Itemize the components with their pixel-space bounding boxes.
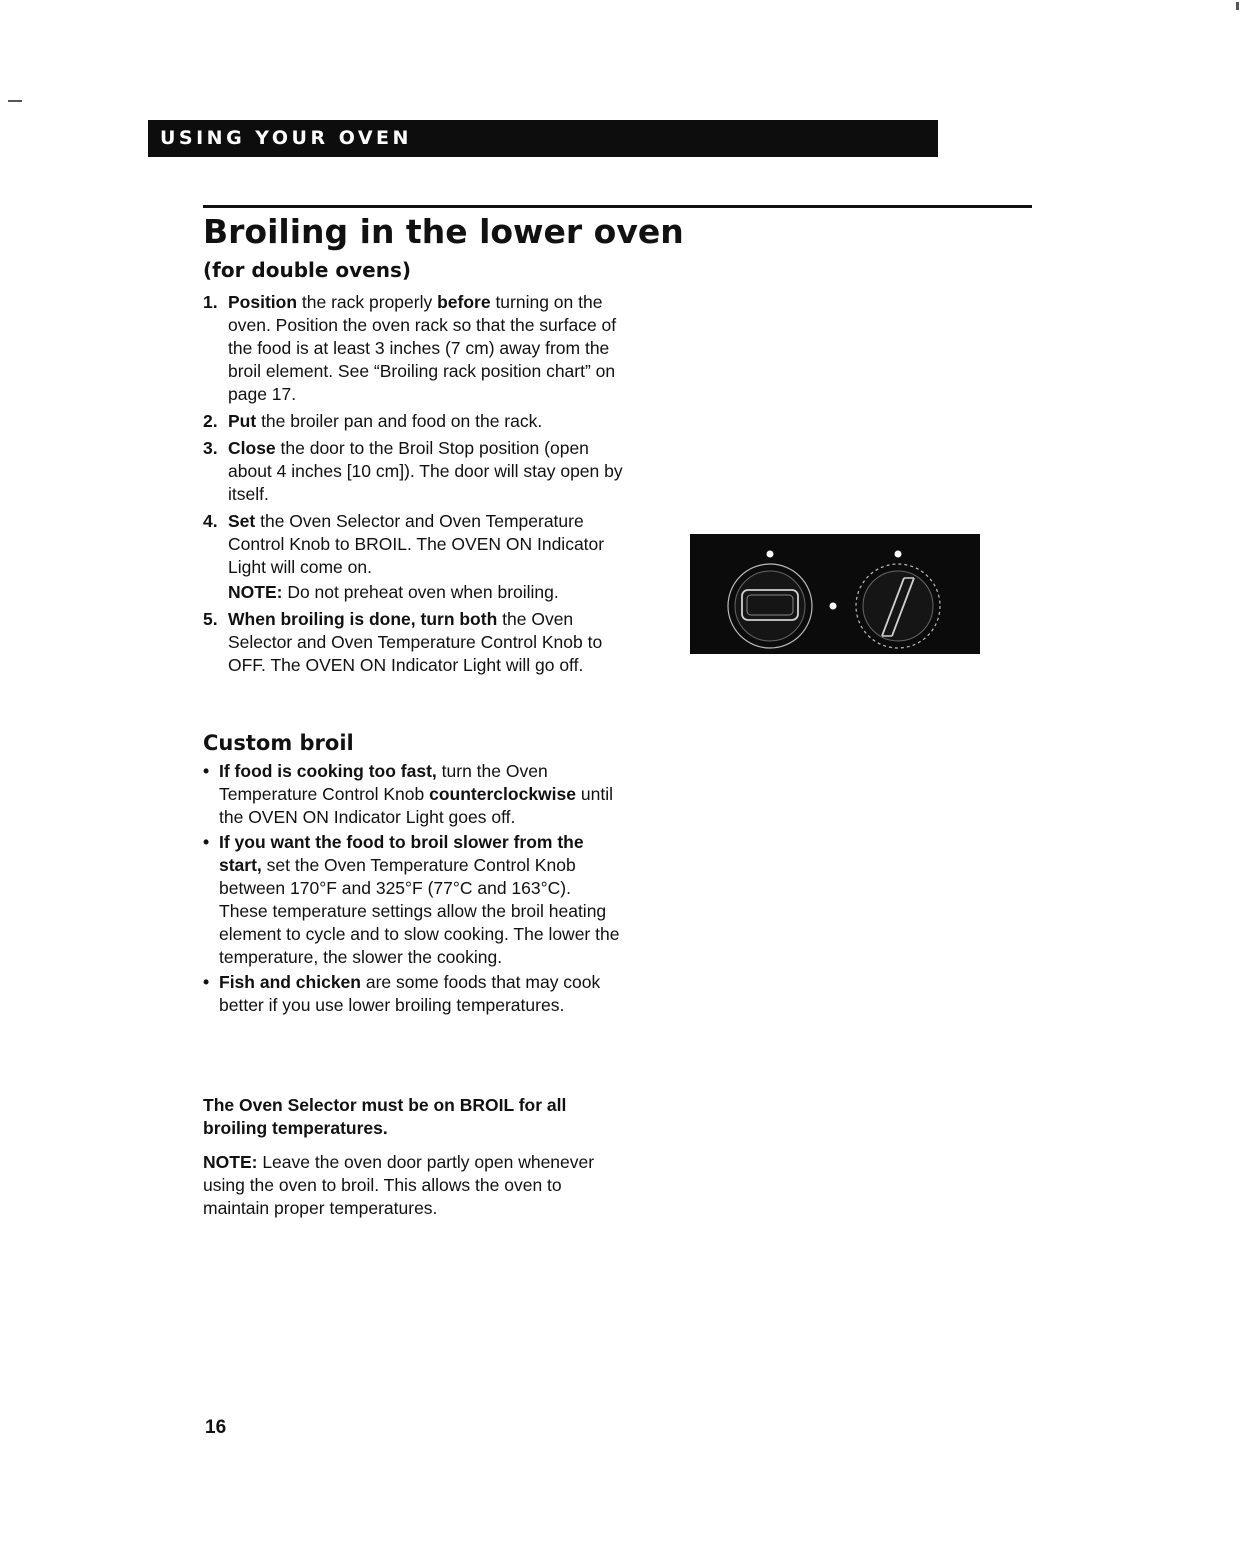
bullet-icon: • — [203, 972, 210, 992]
step-lead: Close — [228, 438, 276, 458]
bullet-icon: • — [203, 832, 210, 852]
step-text: the Oven Selector and Oven Temperature Control Knob to OFF. The OVEN ON Indicator Light will go off. — [228, 609, 603, 675]
note-label: NOTE: — [203, 1152, 258, 1172]
step-text: the rack properly — [297, 292, 438, 312]
step-item — [203, 510, 623, 604]
oven-temperature-knob-icon — [856, 551, 940, 649]
step-lead: Set — [228, 511, 256, 531]
page-subtitle: (for double ovens) — [203, 258, 412, 282]
step-item — [203, 291, 623, 406]
oven-control-panel-figure — [690, 534, 980, 654]
bullet-text: are some foods that may cook better if you use lower broiling temperatures. — [219, 972, 601, 1015]
note-label: NOTE: — [228, 582, 283, 602]
page-title: Broiling in the lower oven — [203, 212, 684, 251]
step-lead: When broiling is done, turn both — [228, 609, 498, 629]
broil-warning: The Oven Selector must be on BROIL for all broiling temperatures. — [203, 1095, 567, 1138]
step-item — [203, 410, 623, 433]
step-number: 3. — [203, 438, 218, 458]
step-text: turning on the oven. Position the oven rack so that the surface of the food is at least 3 inches (7 cm) away from the broil element. See “Broiling rack position chart” on page 17. — [228, 292, 617, 404]
list-item — [203, 760, 623, 829]
section-header-bar — [148, 120, 938, 157]
bullet-text: until the OVEN ON Indicator Light goes off. — [219, 784, 613, 827]
section-header-label: USING YOUR OVEN — [160, 127, 412, 149]
step-number: 5. — [203, 609, 218, 629]
note-text: Do not preheat oven when broiling. — [282, 582, 559, 602]
list-item — [203, 971, 623, 1017]
step-emphasis: before — [437, 292, 491, 312]
scan-mark — [8, 100, 22, 102]
control-panel-illustration — [690, 534, 980, 654]
list-item — [203, 831, 623, 969]
step-text: the Oven Selector and Oven Temperature Control Knob to BROIL. The OVEN ON Indicator Light will come on. — [228, 511, 605, 577]
final-note — [203, 1151, 623, 1220]
custom-broil-list — [203, 760, 623, 1019]
scan-mark — [1236, 2, 1239, 10]
step-number: 1. — [203, 292, 218, 312]
page-number: 16 — [205, 1417, 227, 1438]
step-text: the broiler pan and food on the rack. — [256, 411, 543, 431]
custom-broil-heading: Custom broil — [203, 731, 354, 755]
oven-on-indicator-icon — [830, 603, 837, 610]
bullet-emphasis: counterclockwise — [429, 784, 576, 804]
bullet-icon: • — [203, 761, 210, 781]
step-lead: Put — [228, 411, 257, 431]
step-item — [203, 437, 623, 506]
step-lead: Position — [228, 292, 298, 312]
bullet-text: set the Oven Temperature Control Knob between 170°F and 325°F (77°C and 163°C). These temperature settings allow the broil heating element to cycle and to slow cooking. The lower the temperature, the slower the cooking. — [219, 855, 620, 967]
step-text: the door to the Broil Stop position (open about 4 inches [10 cm]). The door will stay open by itself. — [228, 438, 623, 504]
title-rule — [203, 205, 1032, 208]
step-item — [203, 608, 623, 677]
oven-selector-knob-icon — [728, 551, 812, 649]
bullet-lead: If you want the food to broil slower from the start, — [219, 832, 584, 875]
bullet-lead: Fish and chicken — [219, 972, 361, 992]
bullet-text: turn the Oven Temperature Control Knob — [219, 761, 548, 804]
bullet-lead: If food is cooking too fast, — [219, 761, 437, 781]
step-number: 4. — [203, 511, 218, 531]
steps-list — [203, 291, 623, 681]
step-note — [228, 581, 623, 604]
note-text: Leave the oven door partly open whenever using the oven to broil. This allows the oven to maintain proper temperatures. — [203, 1152, 595, 1218]
step-number: 2. — [203, 411, 218, 431]
